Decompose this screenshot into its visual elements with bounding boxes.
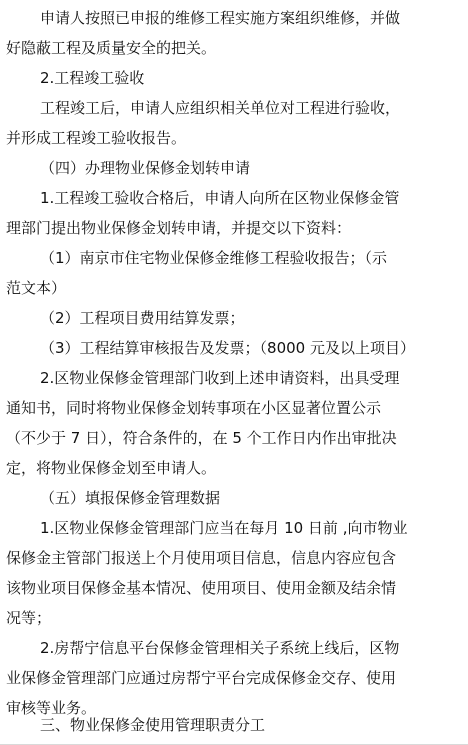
list-item: （3）工程结算审核报告及发票；（8000 元及以上项目） — [40, 339, 415, 357]
paragraph-line: 保修金主管部门报送上个月使用项目信息，信息内容应包含 — [6, 549, 397, 567]
paragraph-line: 业保修金管理部门应通过房帮宁平台完成保修金交存、使用 — [6, 669, 397, 687]
list-item-continuation: 范文本） — [6, 279, 67, 297]
paragraph-line: 1.工程竣工验收合格后，申请人向所在区物业保修金管 — [40, 189, 400, 207]
section-heading: （四）办理物业保修金划转申请 — [40, 159, 251, 177]
paragraph-line: 理部门提出物业保修金划转申请，并提交以下资料： — [6, 219, 352, 237]
paragraph-line: 通知书，同时将物业保修金划转事项在小区显著位置公示 — [6, 399, 382, 417]
paragraph-line: 该物业项目保修金基本情况、使用项目、使用金额及结余情 — [6, 579, 397, 597]
paragraph-line: 2.房帮宁信息平台保修金管理相关子系统上线后，区物 — [40, 639, 400, 657]
section-heading: 2.工程竣工验收 — [40, 69, 145, 87]
section-heading: （五）填报保修金管理数据 — [40, 489, 221, 507]
paragraph-line: 2.区物业保修金管理部门收到上述申请资料，出具受理 — [40, 369, 400, 387]
paragraph-line: 好隐蔽工程及质量安全的把关。 — [6, 39, 217, 57]
chapter-heading: 三、物业保修金使用管理职责分工 — [40, 716, 266, 734]
list-item: （2）工程项目费用结算发票； — [40, 309, 245, 327]
paragraph-line: 审核等业务。 — [6, 699, 97, 717]
list-item: （1）南京市住宅物业保修金维修工程验收报告；（示 — [40, 249, 388, 267]
paragraph-line: 况等； — [6, 609, 52, 627]
paragraph-line: 工程竣工后，申请人应组织相关单位对工程进行验收， — [40, 99, 401, 117]
paragraph-line: 并形成工程竣工验收报告。 — [6, 129, 187, 147]
paragraph-line: 1.区物业保修金管理部门应当在每月 10 日前 ,向市物业 — [40, 519, 408, 537]
paragraph-line: 定，将物业保修金划至申请人。 — [6, 459, 217, 477]
paragraph-line: （不少于 7 日），符合条件的，在 5 个工作日内作出审批决 — [6, 429, 397, 447]
paragraph-line: 申请人按照已申报的维修工程实施方案组织维修，并做 — [40, 9, 401, 27]
